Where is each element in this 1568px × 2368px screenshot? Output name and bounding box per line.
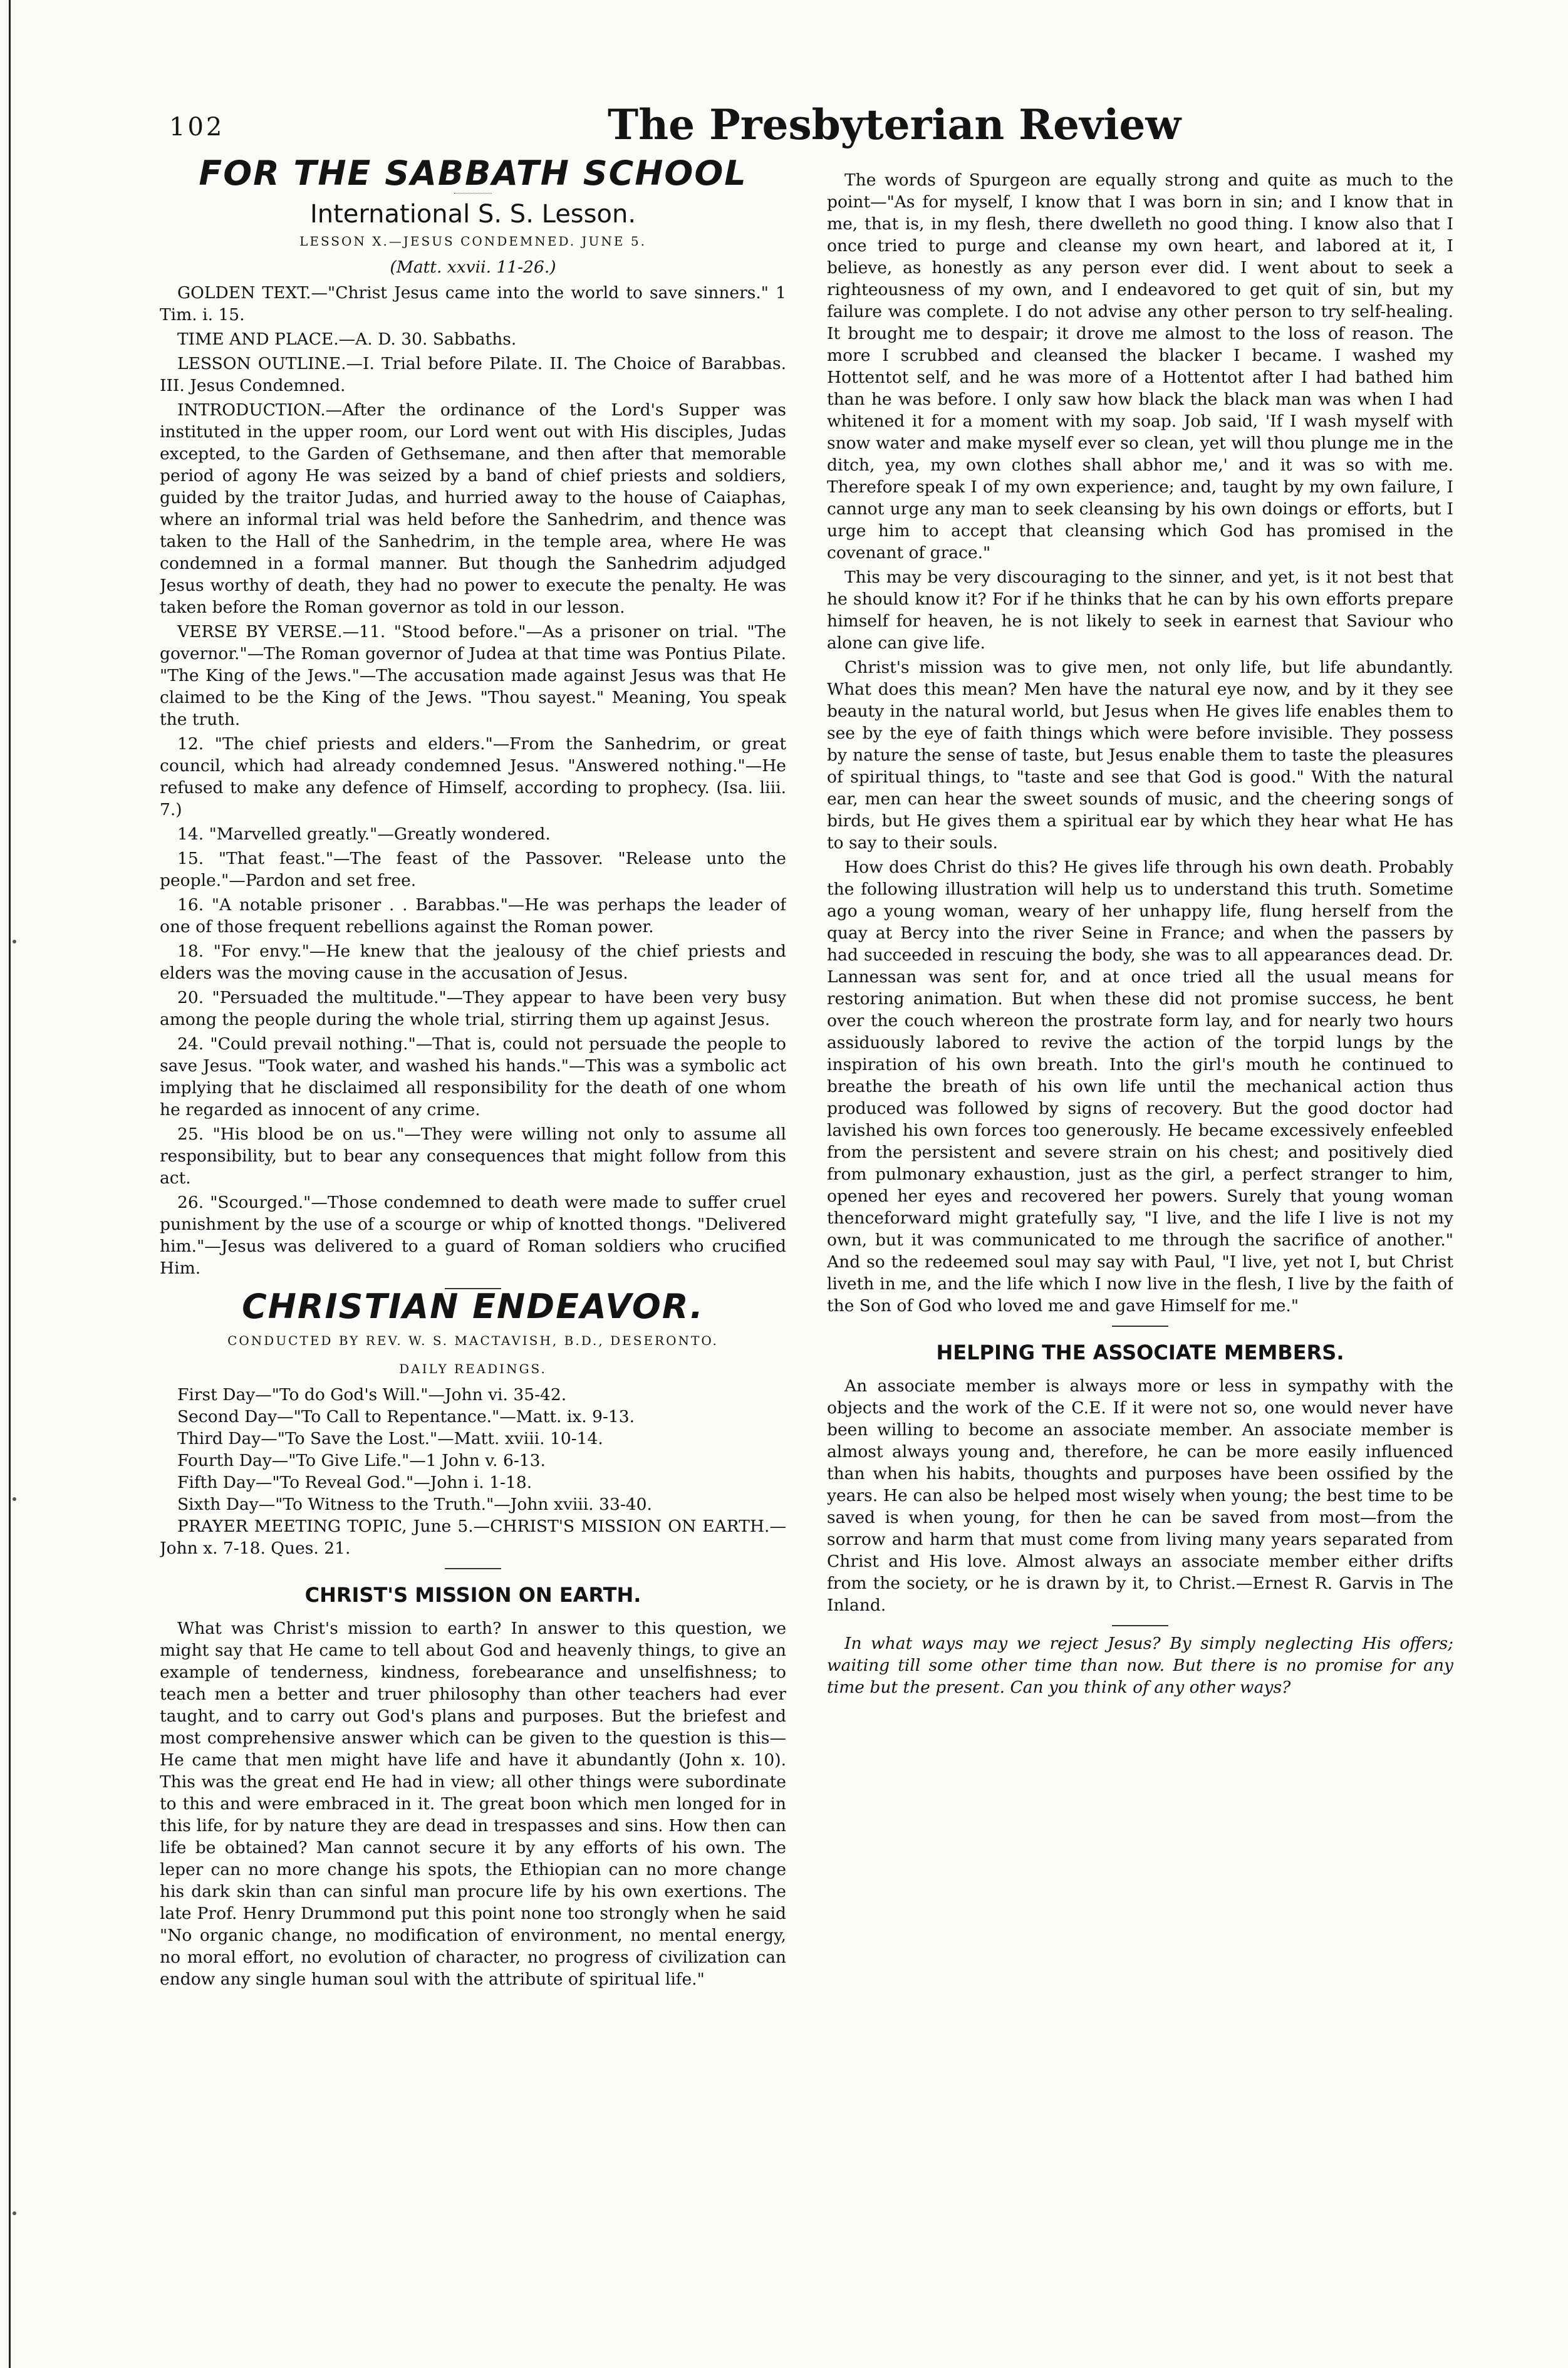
page-header: [169, 94, 1485, 163]
reading-item: Third Day—"To Save the Lost."—Matt. xviii. 10-14.: [177, 1429, 603, 1448]
sabbath-school-heading: FOR THE SABBATH SCHOOL: [199, 160, 747, 193]
verse-note: 26. "Scourged."—Those condemned to death were made to suffer cruel punishment by the use of a scourge or whip of knotted thongs. "Delivered him."—Jesus was delivered to a guard of Roman soldiers who crucified Him.: [160, 1193, 786, 1278]
article-paragraph: How does Christ do this? He gives life through his own death. Probably the following illustration will help us to understand this truth. Sometime ago a young woman, weary of her unhappy life, flung herself from the quay at Bercy into the river Seine in France; and when the passers by had succeeded in rescuing the body, she was to all appearances dead. Dr. Lannessan was sent for, and at once tried all the usual means for restoring animation. But when these did not promise success, he bent over the couch whereon the prostrate form lay, and for nearly two hours assiduously labored to revive the action of the torpid lungs by the inspiration of his own breath. Into the girl's mouth he continued to breathe the breath of his own life until the mechanical action thus produced was followed by signs of recovery. But the good doctor had lavished his own forces too generously. He became excessively enfeebled from the persistent and severe strain on his chest; and positively died from pulmonary exhaustion, just as the girl, a perfect stranger to him, opened her eyes and recovered her powers. Surely that young woman thenceforward might gratefully say, "I live, and the life I live is not my own, but it was communicated to me through the sacrifice of another." And so the redeemed soul may say with Paul, "I live, yet not I, but Christ liveth in me, and the life which I now live in the flesh, I live by the faith of the Son of God who loved me and gave Himself for me.": [827, 858, 1453, 1316]
article-paragraph: The words of Spurgeon are equally strong and quite as much to the point—"As for myself, I know that I was born in sin; and I know that in me, that is, in my flesh, there dwelleth no good thing. I know also that I once tried to purge and cleanse my own heart, and labored at it, I believe, as honestly as any person ever did. I went about to seek a righteousness of my own, and I endeavored to get quit of sin, but my failure was complete. I do not advise any other person to try self-healing. It brought me to despair; it drove me almost to the loss of reason. The more I scrubbed and cleansed the blacker I became. I washed my Hottentot self, and he was more of a Hottentot after I had bathed him than he was before. I only saw how black the black man was when I had whitened it for a moment with my soap. Job said, 'If I wash myself with snow water and make myself ever so clean, yet will thou plunge me in the ditch, yea, my own clothes shall abhor me,' and it was so with me. Therefore speak I of my own experience; and, taught by my own failure, I cannot urge any man to seek cleansing by his own doings or efforts, but I urge him to accept that cleansing which God has promised in the covenant of grace.": [827, 170, 1453, 563]
reading-item: Fifth Day—"To Reveal God."—John i. 1-18.: [177, 1473, 532, 1492]
golden-text: GOLDEN TEXT.—"Christ Jesus came into the world to save sinners." 1 Tim. i. 15.: [160, 283, 786, 325]
divider: [1112, 1326, 1168, 1327]
prayer-meeting-topic: PRAYER MEETING TOPIC, June 5.—CHRIST'S MISSION ON EARTH.—John x. 7-18. Ques. 21.: [160, 1517, 786, 1558]
divider: [1112, 1625, 1168, 1626]
margin-rule: [9, 0, 11, 2368]
verse-note: 24. "Could prevail nothing."—That is, could not persuade the people to save Jesus. "Took water, and washed his hands."—This was a symbolic act implying that he disclaimed all responsibility for the death of one whom he regarded as innocent of any crime.: [160, 1034, 786, 1119]
reading-item: Sixth Day—"To Witness to the Truth."—John xviii. 33-40.: [177, 1495, 652, 1514]
margin-mark: [13, 940, 16, 943]
daily-readings-list: [160, 1384, 786, 1515]
lesson-introduction: INTRODUCTION.—After the ordinance of the Lord's Supper was instituted in the upper room, our Lord went out with His disciples, Judas excepted, to the Garden of Gethsemane, and then after that memorable period of agony He was seized by a band of chief priests and soldiers, guided by the traitor Judas, and hurried away to the house of Caiaphas, where an informal trial was held before the Sanhedrim, and thence was taken to the Hall of the Sanhedrim, in the temple area, where He was condemned in a formal manner. But though the Sanhedrim adjudged Jesus worthy of death, they had no power to execute the penalty. He was taken before the Roman governor as told in our lesson.: [160, 400, 786, 617]
article-paragraph: Christ's mission was to give men, not only life, but life abundantly. What does this mean? Men have the natural eye now, and by it they see beauty in the natural world, but Jesus when He gives life enables them to see by the eye of faith things which were before invisible. They possess by nature the sense of taste, but Jesus enable them to taste the pleasures of spiritual things, to "taste and see that God is good." With the natural ear, men can hear the sweet sounds of music, and the cheering songs of birds, but He gives them a spiritual ear by which they hear what He has to say to their souls.: [827, 658, 1453, 853]
christs-mission-heading: CHRIST'S MISSION ON EARTH.: [304, 1583, 641, 1607]
page-number: 102: [169, 113, 225, 142]
associate-members-heading: HELPING THE ASSOCIATE MEMBERS.: [936, 1341, 1344, 1364]
divider: [454, 193, 492, 194]
margin-mark: [13, 1497, 16, 1501]
verse-note: 15. "That feast."—The feast of the Passover. "Release unto the people."—Pardon and set free.: [160, 849, 786, 890]
divider: [445, 1568, 501, 1569]
right-column: [827, 169, 1453, 2318]
left-column: [160, 160, 786, 2308]
reading-item: Second Day—"To Call to Repentance."—Matt. ix. 9-13.: [177, 1407, 635, 1426]
lesson-line: LESSON X.—JESUS CONDEMNED. JUNE 5.: [299, 234, 646, 249]
conducted-by: CONDUCTED BY REV. W. S. MACTAVISH, B.D., DESERONTO.: [227, 1333, 719, 1348]
daily-readings-title: DAILY READINGS.: [399, 1361, 547, 1376]
lesson-outline: LESSON OUTLINE.—I. Trial before Pilate. II. The Choice of Barabbas. III. Jesus Condemned.: [160, 354, 786, 395]
time-and-place: TIME AND PLACE.—A. D. 30. Sabbaths.: [177, 330, 517, 349]
verse-note: 16. "A notable prisoner . . Barabbas."—He was perhaps the leader of one of those frequent rebellions against the Roman power.: [160, 895, 786, 937]
article-paragraph: This may be very discouraging to the sinner, and yet, is it not best that he should know it? For if he thinks that he can by his own efforts prepare himself for heaven, he is not likely to seek in earnest that Saviour who alone can give life.: [827, 568, 1453, 653]
reading-item: Fourth Day—"To Give Life."—1 John v. 6-13.: [177, 1451, 546, 1470]
journal-title: The Presbyterian Review: [608, 100, 1181, 149]
verse-note: 14. "Marvelled greatly."—Greatly wondered.: [177, 824, 551, 844]
margin-mark: [13, 2211, 16, 2215]
verse-note: 12. "The chief priests and elders."—From the Sanhedrim, or great council, which had already condemned Jesus. "Answered nothing."—He refused to make any defence of Himself, according to prophecy. (Isa. liii. 7.): [160, 734, 786, 819]
verse-note: 18. "For envy."—He knew that the jealousy of the chief priests and elders was the moving cause in the accusation of Jesus.: [160, 942, 786, 983]
article-paragraph: What was Christ's mission to earth? In answer to this question, we might say that He came to tell about God and heavenly things, to give an example of tenderness, kindness, forebearance and unselfishness; to teach men a better and truer philosophy than other teachers had ever taught, and to carry out God's plans and purposes. But the briefest and most comprehensive answer which can be given to the question is this—He came that men might have life and have it abundantly (John x. 10). This was the great end He had in view; all other things were subordinate to this and were embraced in it. The great boon which men longed for in this life, for by nature they are dead in trespasses and sins. How then can life be obtained? Man cannot secure it by any efforts of his own. The leper can no more change his spots, the Ethiopian can no more change his dark skin than can sinful man procure life by his own exertions. The late Prof. Henry Drummond put this point none too strongly when he said "No organic change, no modification of environment, no mental energy, no moral effort, no evolution of character, no progress of civilization can endow any single human soul with the attribute of spiritual life.": [160, 1619, 786, 1989]
associate-members-paragraph: An associate member is always more or less in sympathy with the objects and the work of the C.E. If it were not so, one would never have been willing to become an associate member. An associate member is almost always young and, therefore, he can be more easily influenced than when his habits, thoughts and purposes have been ossified by the years. He can also be helped most wisely when young; the best time to be saved is when young, for then he can be saved from most—from the sorrow and harm that must come from living many years separated from Christ and His love. Almost always an associate member either drifts from the society, or he is drawn by it, to Christ.—Ernest R. Garvis in The Inland.: [827, 1376, 1453, 1615]
lesson-passage: (Matt. xxvii. 11-26.): [390, 257, 556, 277]
christian-endeavor-heading: CHRISTIAN ENDEAVOR.: [242, 1287, 704, 1326]
closing-question: In what ways may we reject Jesus? By simply neglecting His offers; waiting till some other time than now. But there is no promise for any time but the present. Can you think of any other ways?: [827, 1634, 1453, 1697]
reading-item: First Day—"To do God's Will."—John vi. 35-42.: [177, 1385, 567, 1405]
verse-note: 25. "His blood be on us."—They were willing not only to assume all responsibility, but to bear any consequences that might follow from this act.: [160, 1124, 786, 1188]
verse-note: 20. "Persuaded the multitude."—They appear to have been very busy among the people during the whole trial, stirring them up against Jesus.: [160, 988, 786, 1029]
verse-note: VERSE BY VERSE.—11. "Stood before."—As a prisoner on trial. "The governor."—The Roman governor of Judea at that time was Pontius Pilate. "The King of the Jews."—The accusation made against Jesus was that He claimed to be the King of the Jews. "Thou sayest." Meaning, You speak the truth.: [160, 622, 786, 729]
lesson-title: International S. S. Lesson.: [309, 200, 636, 229]
